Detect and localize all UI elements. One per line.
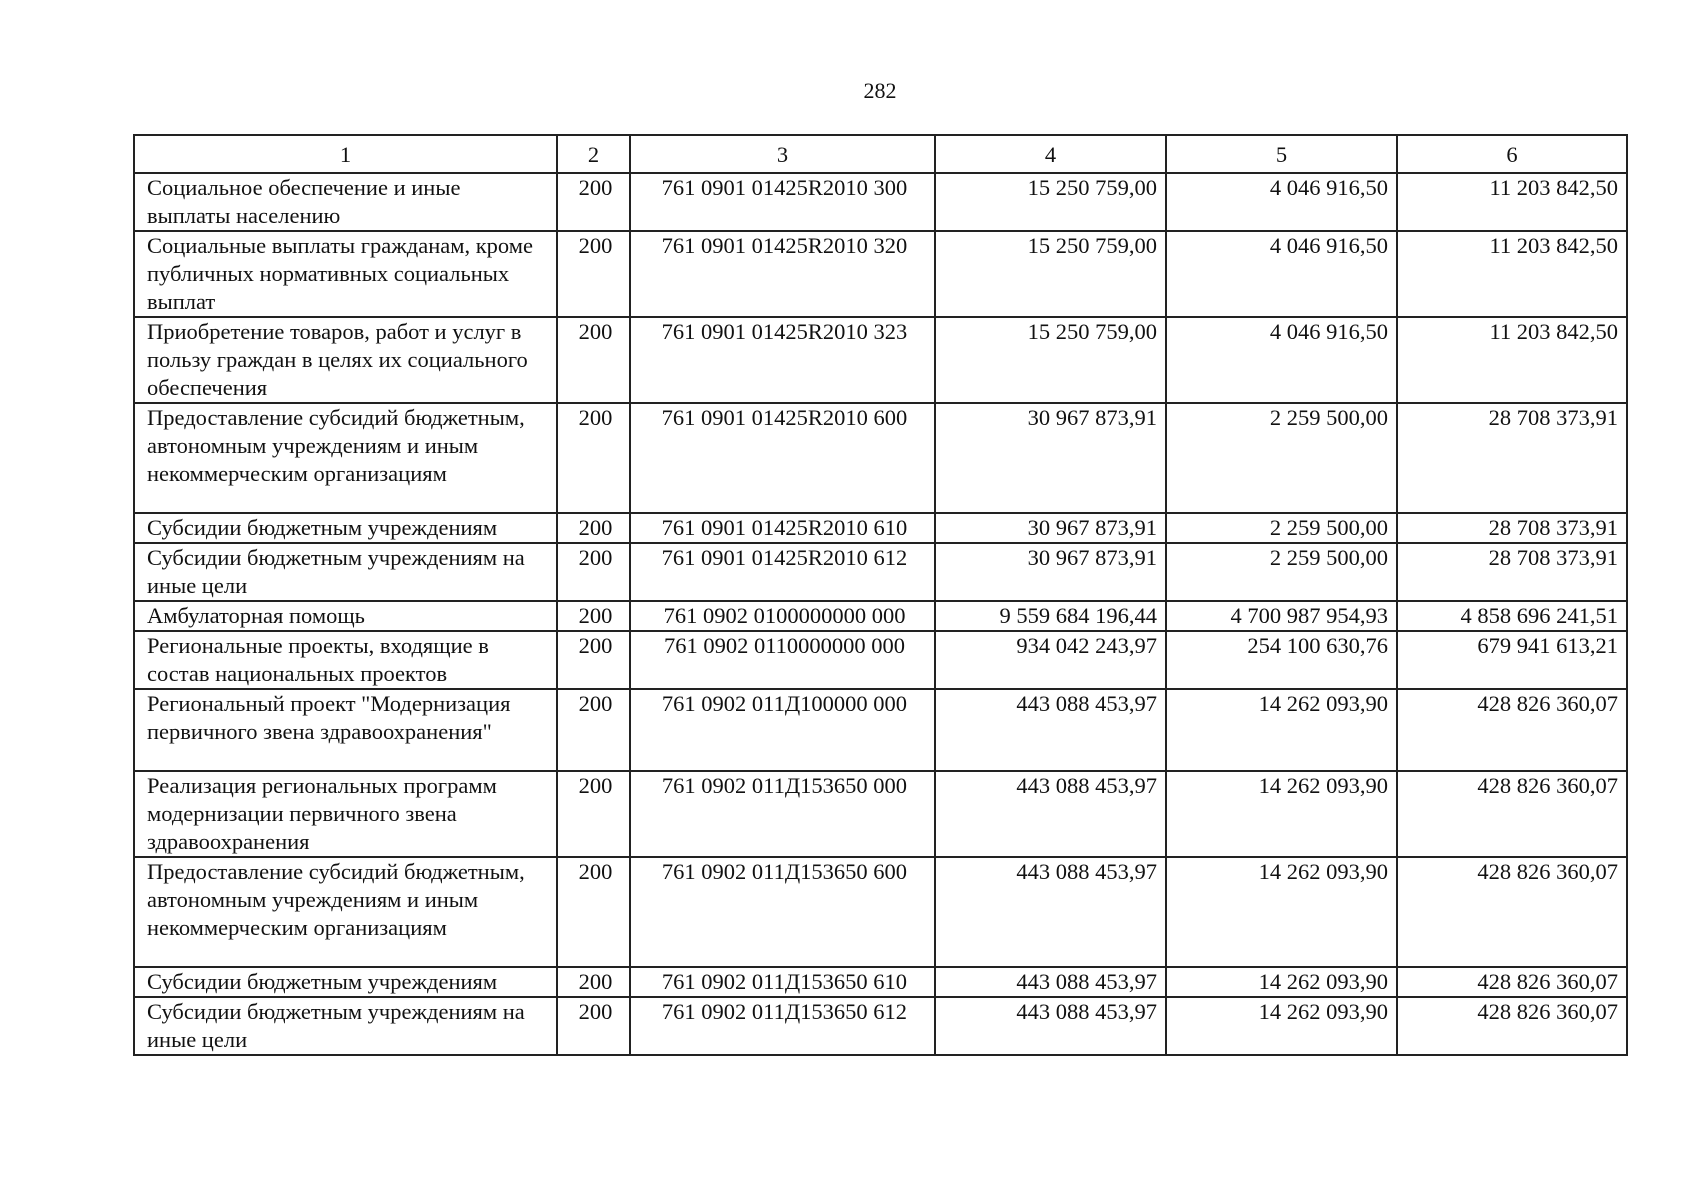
row-value-col4: 443 088 453,97: [935, 967, 1166, 997]
table-row: [134, 689, 1627, 771]
row-budget-code: 761 0901 01425R2010 300: [630, 173, 935, 231]
row-value-col6: 679 941 613,21: [1397, 631, 1627, 689]
row-name: Социальное обеспечение и иные выплаты населению: [134, 173, 557, 231]
row-name: Амбулаторная помощь: [134, 601, 557, 631]
row-name: Реализация региональных программ модернизации первичного звена здравоохранения: [134, 771, 557, 857]
row-value-col4: 934 042 243,97: [935, 631, 1166, 689]
column-header-6: 6: [1397, 135, 1627, 173]
row-value-col4: 30 967 873,91: [935, 513, 1166, 543]
row-value-col5: 4 046 916,50: [1166, 231, 1397, 317]
row-value-col4: 443 088 453,97: [935, 771, 1166, 857]
row-budget-code: 761 0902 0100000000 000: [630, 601, 935, 631]
budget-table: [133, 134, 1628, 1056]
table-row: [134, 997, 1627, 1055]
row-name: Региональные проекты, входящие в состав национальных проектов: [134, 631, 557, 689]
row-value-col5: 4 046 916,50: [1166, 317, 1397, 403]
row-code-section: 200: [557, 231, 630, 317]
row-value-col4: 15 250 759,00: [935, 231, 1166, 317]
row-code-section: 200: [557, 689, 630, 771]
row-value-col5: 254 100 630,76: [1166, 631, 1397, 689]
page-number: 282: [863, 78, 897, 103]
row-value-col6: 428 826 360,07: [1397, 857, 1627, 967]
table-row: [134, 631, 1627, 689]
table-body: [134, 173, 1627, 1055]
row-value-col5: 2 259 500,00: [1166, 513, 1397, 543]
column-header-1: 1: [134, 135, 557, 173]
row-value-col5: 4 046 916,50: [1166, 173, 1397, 231]
table-row: [134, 601, 1627, 631]
table-row: [134, 513, 1627, 543]
row-value-col6: 428 826 360,07: [1397, 967, 1627, 997]
row-name: Субсидии бюджетным учреждениям на иные цели: [134, 543, 557, 601]
row-code-section: 200: [557, 513, 630, 543]
row-budget-code: 761 0901 01425R2010 320: [630, 231, 935, 317]
row-value-col5: 14 262 093,90: [1166, 771, 1397, 857]
row-budget-code: 761 0902 011Д153650 000: [630, 771, 935, 857]
row-code-section: 200: [557, 967, 630, 997]
row-value-col6: 428 826 360,07: [1397, 997, 1627, 1055]
row-budget-code: 761 0902 011Д100000 000: [630, 689, 935, 771]
row-budget-code: 761 0902 011Д153650 612: [630, 997, 935, 1055]
table-row: [134, 967, 1627, 997]
row-code-section: 200: [557, 857, 630, 967]
row-value-col5: 14 262 093,90: [1166, 997, 1397, 1055]
row-value-col5: 2 259 500,00: [1166, 403, 1397, 513]
row-value-col5: 2 259 500,00: [1166, 543, 1397, 601]
row-value-col5: 14 262 093,90: [1166, 689, 1397, 771]
row-value-col4: 30 967 873,91: [935, 403, 1166, 513]
row-name: Социальные выплаты гражданам, кроме публичных нормативных социальных выплат: [134, 231, 557, 317]
row-value-col4: 15 250 759,00: [935, 317, 1166, 403]
table-row: [134, 771, 1627, 857]
row-name: Субсидии бюджетным учреждениям: [134, 967, 557, 997]
row-value-col5: 14 262 093,90: [1166, 967, 1397, 997]
table-row: [134, 231, 1627, 317]
row-code-section: 200: [557, 403, 630, 513]
column-header-4: 4: [935, 135, 1166, 173]
row-value-col4: 9 559 684 196,44: [935, 601, 1166, 631]
row-value-col6: 428 826 360,07: [1397, 771, 1627, 857]
row-value-col6: 28 708 373,91: [1397, 513, 1627, 543]
row-budget-code: 761 0901 01425R2010 610: [630, 513, 935, 543]
row-value-col4: 443 088 453,97: [935, 689, 1166, 771]
row-value-col6: 11 203 842,50: [1397, 317, 1627, 403]
row-budget-code: 761 0901 01425R2010 323: [630, 317, 935, 403]
row-value-col4: 15 250 759,00: [935, 173, 1166, 231]
row-name: Предоставление субсидий бюджетным, автономным учреждениям и иным некоммерческим организациям: [134, 857, 557, 967]
row-value-col4: 443 088 453,97: [935, 857, 1166, 967]
row-budget-code: 761 0902 011Д153650 610: [630, 967, 935, 997]
row-value-col6: 11 203 842,50: [1397, 173, 1627, 231]
row-value-col6: 428 826 360,07: [1397, 689, 1627, 771]
row-budget-code: 761 0901 01425R2010 612: [630, 543, 935, 601]
table-row: [134, 543, 1627, 601]
row-budget-code: 761 0901 01425R2010 600: [630, 403, 935, 513]
row-name: Субсидии бюджетным учреждениям: [134, 513, 557, 543]
row-code-section: 200: [557, 173, 630, 231]
header-row: [134, 135, 1627, 173]
row-code-section: 200: [557, 601, 630, 631]
column-header-5: 5: [1166, 135, 1397, 173]
row-code-section: 200: [557, 543, 630, 601]
row-name: Приобретение товаров, работ и услуг в пользу граждан в целях их социального обеспечения: [134, 317, 557, 403]
table-row: [134, 403, 1627, 513]
row-value-col6: 28 708 373,91: [1397, 403, 1627, 513]
row-value-col6: 4 858 696 241,51: [1397, 601, 1627, 631]
row-name: Региональный проект "Модернизация первичного звена здравоохранения": [134, 689, 557, 771]
row-code-section: 200: [557, 771, 630, 857]
row-value-col4: 443 088 453,97: [935, 997, 1166, 1055]
row-name: Субсидии бюджетным учреждениям на иные цели: [134, 997, 557, 1055]
table-row: [134, 173, 1627, 231]
row-name: Предоставление субсидий бюджетным, автономным учреждениям и иным некоммерческим организациям: [134, 403, 557, 513]
row-code-section: 200: [557, 997, 630, 1055]
table-row: [134, 317, 1627, 403]
table-row: [134, 857, 1627, 967]
row-budget-code: 761 0902 011Д153650 600: [630, 857, 935, 967]
column-header-2: 2: [557, 135, 630, 173]
column-header-3: 3: [630, 135, 935, 173]
row-value-col6: 28 708 373,91: [1397, 543, 1627, 601]
row-value-col6: 11 203 842,50: [1397, 231, 1627, 317]
row-value-col5: 4 700 987 954,93: [1166, 601, 1397, 631]
row-value-col5: 14 262 093,90: [1166, 857, 1397, 967]
row-value-col4: 30 967 873,91: [935, 543, 1166, 601]
row-budget-code: 761 0902 0110000000 000: [630, 631, 935, 689]
row-code-section: 200: [557, 631, 630, 689]
row-code-section: 200: [557, 317, 630, 403]
